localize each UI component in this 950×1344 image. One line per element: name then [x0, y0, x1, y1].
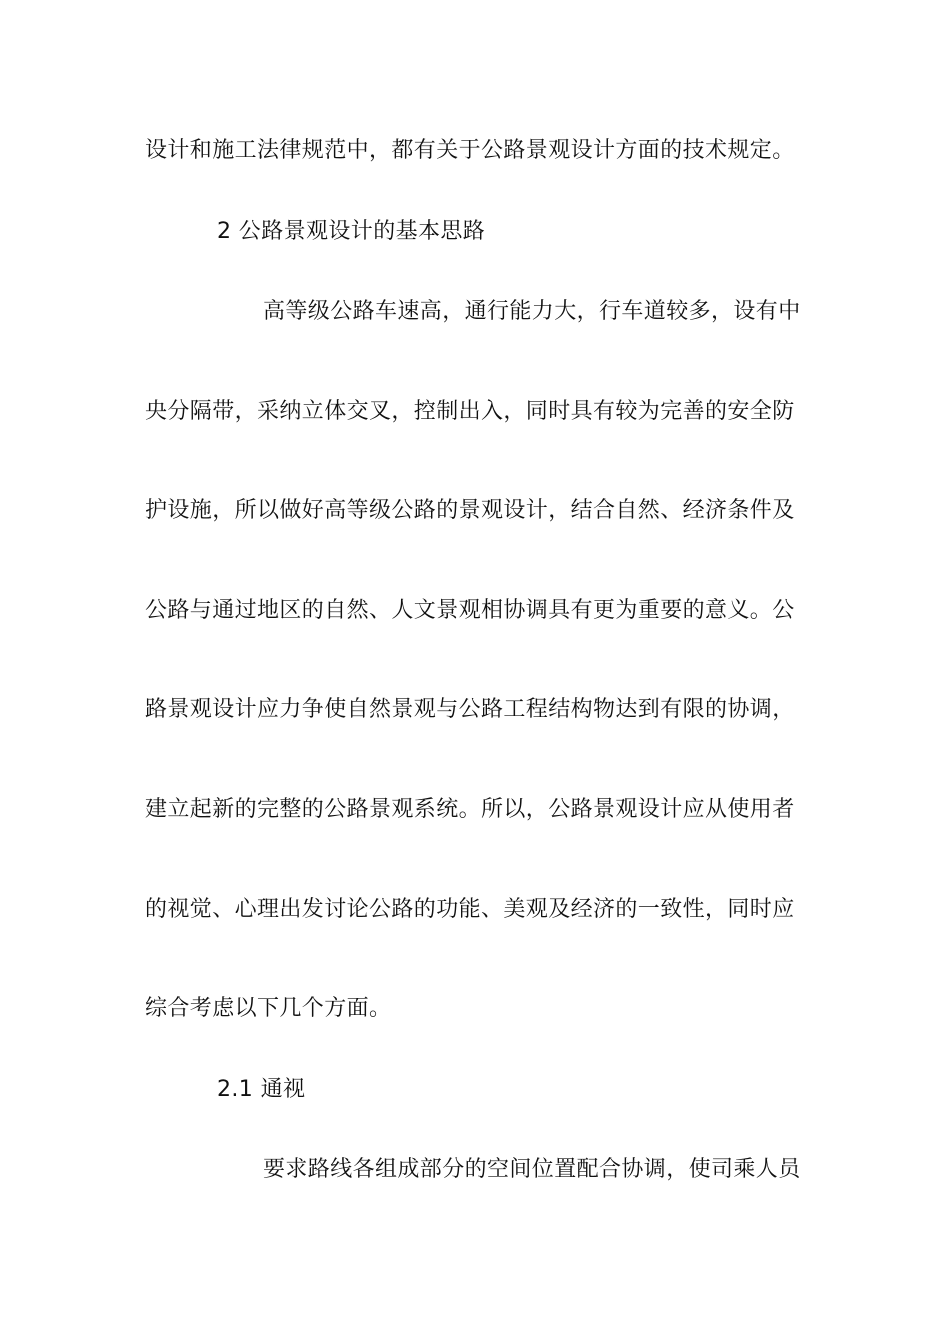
paragraph-line-1: 设计和施工法律规范中，都有关于公路景观设计方面的技术规定。: [145, 138, 795, 163]
section-heading-2: 2 公路景观设计的基本思路: [217, 219, 486, 244]
paragraph-line-5: 公路与通过地区的自然、人文景观相协调具有更为重要的意义。公: [145, 598, 795, 623]
paragraph-line-8: 的视觉、心理出发讨论公路的功能、美观及经济的一致性，同时应: [145, 897, 795, 922]
paragraph-line-7: 建立起新的完整的公路景观系统。所以，公路景观设计应从使用者: [145, 797, 795, 822]
paragraph-line-6: 路景观设计应力争使自然景观与公路工程结构物达到有限的协调，: [145, 697, 795, 722]
paragraph-line-3: 央分隔带，采纳立体交叉，控制出入，同时具有较为完善的安全防: [145, 399, 795, 424]
paragraph-line-4: 护设施，所以做好高等级公路的景观设计，结合自然、经济条件及: [145, 498, 795, 523]
paragraph-line-2: 高等级公路车速高，通行能力大，行车道较多，设有中: [263, 299, 801, 324]
paragraph-line-9: 综合考虑以下几个方面。: [145, 996, 392, 1021]
paragraph-line-10: 要求路线各组成部分的空间位置配合协调，使司乘人员: [263, 1157, 801, 1182]
section-heading-2-1: 2.1 通视: [217, 1077, 306, 1102]
